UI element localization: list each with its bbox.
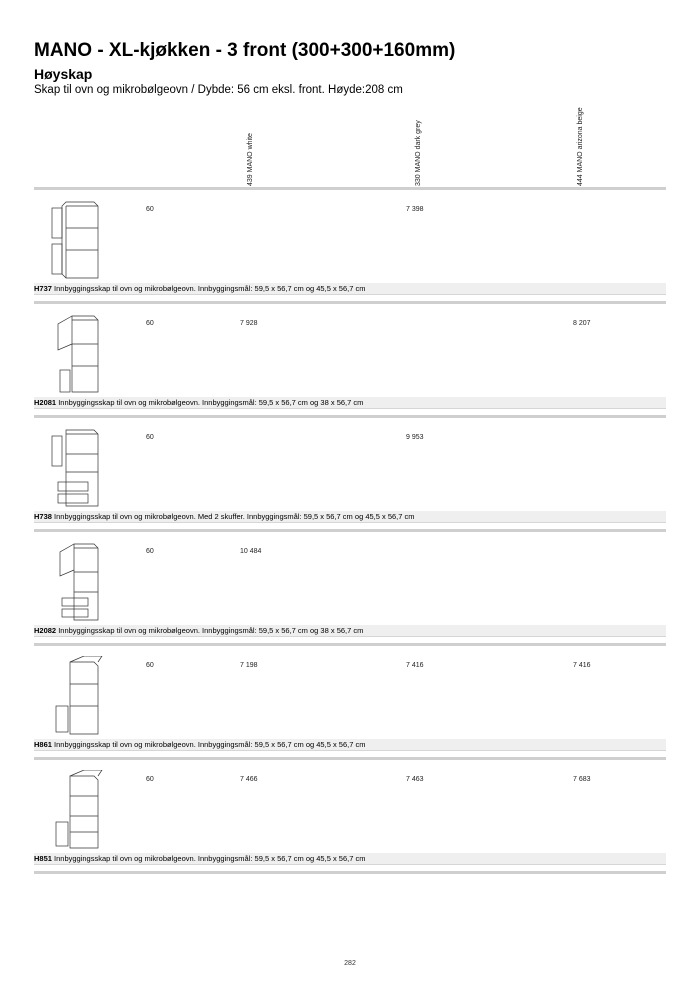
column-header-dark-grey: 330 MANO dark grey [415, 120, 422, 186]
column-header-arizona-beige: 444 MANO arizona beige [577, 107, 584, 186]
width-value: 60 [146, 434, 154, 441]
row-divider [34, 757, 666, 760]
price-dark-grey: 9 953 [406, 434, 424, 441]
product-row [34, 534, 666, 648]
row-divider [34, 529, 666, 532]
product-label [34, 739, 666, 751]
price-white: 7 928 [240, 320, 258, 327]
product-row [34, 192, 666, 306]
product-image [48, 542, 104, 622]
product-label [34, 511, 666, 523]
width-value: 60 [146, 320, 154, 327]
width-value: 60 [146, 776, 154, 783]
width-value: 60 [146, 206, 154, 213]
cabinet-drawing-icon [48, 770, 104, 850]
price-white: 10 484 [240, 548, 262, 555]
width-value: 60 [146, 548, 154, 555]
price-dark-grey: 7 398 [406, 206, 424, 213]
price-dark-grey: 7 416 [406, 662, 424, 669]
width-value: 60 [146, 662, 154, 669]
price-dark-grey: 7 463 [406, 776, 424, 783]
product-row [34, 420, 666, 534]
cabinet-drawing-icon [48, 542, 104, 622]
page-number: 282 [344, 960, 356, 967]
header-divider [34, 187, 666, 190]
row-divider [34, 643, 666, 646]
product-label [34, 397, 666, 409]
product-image [48, 656, 104, 736]
product-description: Innbyggingsskap til ovn og mikrobølgeovn. Innbyggingsmål: 59,5 x 56,7 cm og 38 x 56,7 cm [58, 626, 364, 635]
product-label [34, 853, 666, 865]
product-description: Innbyggingsskap til ovn og mikrobølgeovn. Innbyggingsmål: 59,5 x 56,7 cm og 45,5 x 56,7 cm [54, 284, 366, 293]
product-code: H851 [34, 854, 52, 863]
product-image [48, 314, 104, 394]
product-code: H2082 [34, 626, 57, 635]
price-arizona-beige: 8 207 [573, 320, 591, 327]
row-divider [34, 301, 666, 304]
column-header-white: 439 MANO white [247, 133, 254, 186]
product-image [48, 770, 104, 850]
product-description: Innbyggingsskap til ovn og mikrobølgeovn. Innbyggingsmål: 59,5 x 56,7 cm og 38 x 56,7 cm [58, 398, 364, 407]
product-label [34, 625, 666, 637]
page-title: MANO - XL-kjøkken - 3 front (300+300+160mm) [34, 40, 456, 61]
product-code: H737 [34, 284, 52, 293]
product-description: Innbyggingsskap til ovn og mikrobølgeovn. Med 2 skuffer. Innbyggingsmål: 59,5 x 56,7 cm og 45,5 x 56,7 cm [54, 512, 415, 521]
cabinet-drawing-icon [48, 314, 104, 394]
cabinet-drawing-icon [48, 656, 104, 736]
cabinet-drawing-icon [48, 200, 104, 280]
price-arizona-beige: 7 416 [573, 662, 591, 669]
product-label [34, 283, 666, 295]
price-white: 7 198 [240, 662, 258, 669]
price-arizona-beige: 7 683 [573, 776, 591, 783]
section-description: Skap til ovn og mikrobølgeovn / Dybde: 56 cm eksl. front. Høyde:208 cm [34, 84, 403, 96]
row-divider [34, 415, 666, 418]
product-row [34, 648, 666, 762]
product-row [34, 306, 666, 420]
cabinet-drawing-icon [48, 428, 104, 508]
product-code: H738 [34, 512, 52, 521]
product-row [34, 762, 666, 876]
product-code: H2081 [34, 398, 57, 407]
product-description: Innbyggingsskap til ovn og mikrobølgeovn. Innbyggingsmål: 59,5 x 56,7 cm og 45,5 x 56,7 cm [54, 740, 366, 749]
product-image [48, 428, 104, 508]
product-code: H861 [34, 740, 52, 749]
section-subtitle: Høyskap [34, 66, 93, 82]
product-image [48, 200, 104, 280]
product-description: Innbyggingsskap til ovn og mikrobølgeovn. Innbyggingsmål: 59,5 x 56,7 cm og 45,5 x 56,7 cm [54, 854, 366, 863]
row-divider [34, 871, 666, 874]
price-white: 7 466 [240, 776, 258, 783]
